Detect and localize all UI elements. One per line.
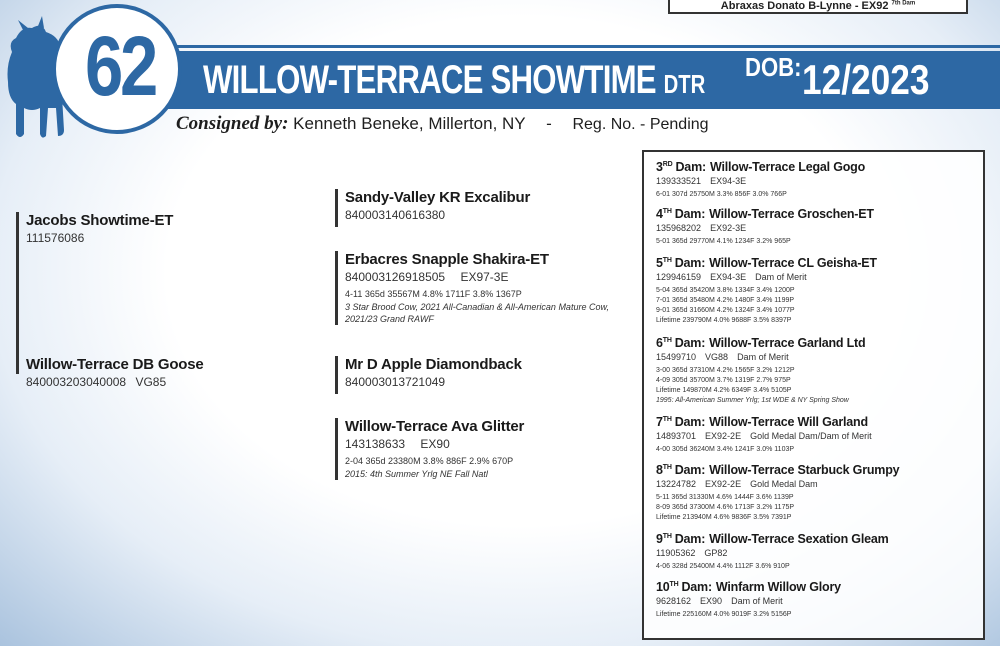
header-rule bbox=[140, 45, 1000, 48]
dam-ordinal: 10 bbox=[656, 580, 670, 594]
dam-record: 7-01 365d 35480M 4.2% 1480F 3.4% 1199P bbox=[656, 297, 795, 304]
dam-dam-reg-line bbox=[345, 437, 524, 451]
dam-label: Dam: bbox=[674, 256, 706, 270]
dam-name: Willow-Terrace CL Geisha-ET bbox=[709, 256, 877, 270]
sire-dam-block bbox=[335, 251, 645, 325]
dam-reg: 135968202 bbox=[656, 223, 702, 233]
dam-ordinal-suffix: TH bbox=[662, 336, 672, 344]
dam-ordinal-suffix: TH bbox=[662, 463, 672, 471]
sire-sire-reg: 840003140616380 bbox=[345, 208, 446, 222]
sire-sire-name: Sandy-Valley KR Excalibur bbox=[345, 189, 531, 206]
dam-record: 4-00 305d 36240M 3.4% 1241F 3.0% 1103P bbox=[656, 446, 795, 453]
dam-name: Willow-Terrace Will Garland bbox=[709, 415, 868, 429]
dam-entry-title bbox=[656, 336, 978, 350]
registration-number: Reg. No. - Pending bbox=[572, 116, 709, 133]
lot-number: 62 bbox=[84, 19, 156, 113]
dam-ordinal-suffix: TH bbox=[662, 415, 672, 423]
dam-record: 5-04 365d 35420M 3.8% 1334F 3.4% 1200P bbox=[656, 287, 795, 294]
previous-lot-text: Abraxas Donato B-Lynne - EX92 bbox=[720, 0, 889, 12]
sire-dam-record: 4-11 365d 35567M 4.8% 1711F 3.8% 1367P bbox=[345, 289, 522, 299]
dam-classification: VG85 bbox=[135, 375, 167, 389]
dam-extra: Dam of Merit bbox=[755, 272, 807, 282]
dam-name: Willow-Terrace DB Goose bbox=[26, 356, 204, 373]
dam-record: 4-06 328d 25400M 4.4% 1112F 3.6% 910P bbox=[656, 563, 790, 570]
dam-reg-line bbox=[26, 375, 204, 389]
sire-block bbox=[16, 212, 174, 245]
dam-ordinal: 3 bbox=[656, 160, 663, 174]
sire-dam-classification: EX97-3E bbox=[460, 270, 509, 284]
dam-reg: 840003203040008 bbox=[26, 375, 127, 389]
sire-name: Jacobs Showtime-ET bbox=[26, 212, 174, 229]
dam-classification: EX92-2E bbox=[705, 479, 742, 489]
dam-info bbox=[656, 548, 978, 558]
dam-record: 3-00 365d 37310M 4.2% 1565F 3.2% 1212P bbox=[656, 367, 795, 374]
dam-dam-classification: EX90 bbox=[420, 437, 450, 451]
dam-dam-record: 2-04 365d 23380M 3.8% 886F 2.9% 670P bbox=[345, 456, 514, 466]
dam-info bbox=[656, 431, 978, 441]
previous-lot-sup: 7th Dam bbox=[891, 0, 916, 7]
dam-extra: Dam of Merit bbox=[737, 352, 789, 362]
consignor-name: Kenneth Beneke, Millerton, NY bbox=[293, 114, 526, 133]
dam-ordinal-suffix: TH bbox=[662, 532, 672, 540]
dam-sire-reg: 840003013721049 bbox=[345, 375, 446, 389]
dam-ordinal: 4 bbox=[656, 207, 663, 221]
dam-classification: EX90 bbox=[700, 596, 723, 606]
dam-ordinal: 5 bbox=[656, 256, 663, 270]
dam-ordinal-suffix: TH bbox=[662, 256, 672, 264]
dam-info bbox=[656, 352, 978, 362]
dam-classification: GP82 bbox=[704, 548, 728, 558]
dam-entry bbox=[656, 160, 978, 200]
dam-sire-block bbox=[335, 356, 522, 394]
previous-lot-box bbox=[668, 0, 968, 14]
dam-classification: EX94-3E bbox=[710, 176, 747, 186]
dam-classification: VG88 bbox=[705, 352, 729, 362]
dam-label: Dam: bbox=[674, 532, 706, 546]
sire-dam-reg-line bbox=[345, 270, 645, 284]
sire-dam-reg: 840003126918505 bbox=[345, 270, 446, 284]
dam-entry-title bbox=[656, 207, 978, 221]
dam-dam-block bbox=[335, 418, 524, 480]
dam-entry-title bbox=[656, 256, 978, 270]
dam-name: Willow-Terrace Garland Ltd bbox=[709, 336, 866, 350]
dam-record: 5-01 365d 29770M 4.1% 1234F 3.2% 965P bbox=[656, 238, 791, 245]
dam-record: 9-01 365d 31660M 4.2% 1324F 3.4% 1077P bbox=[656, 307, 795, 314]
dam-ordinal: 8 bbox=[656, 463, 663, 477]
dam-extra: Dam of Merit bbox=[731, 596, 783, 606]
dam-block bbox=[16, 356, 204, 389]
dam-name: Willow-Terrace Legal Gogo bbox=[709, 160, 866, 174]
dam-record: Lifetime 225160M 4.0% 9019F 3.2% 5156P bbox=[656, 611, 792, 618]
dam-label: Dam: bbox=[674, 336, 706, 350]
dam-reg: 129946159 bbox=[656, 272, 702, 282]
dam-info bbox=[656, 479, 978, 489]
dam-reg: 14893701 bbox=[656, 431, 697, 441]
sire-dam-name: Erbacres Snapple Shakira-ET bbox=[345, 251, 549, 268]
animal-name: WILLOW-TERRACE SHOWTIME bbox=[203, 58, 656, 102]
dam-entry bbox=[656, 207, 978, 247]
dam-record: 4-09 305d 35700M 3.7% 1319F 2.7% 975P bbox=[656, 377, 791, 384]
dam-ordinal: 6 bbox=[656, 336, 663, 350]
sire-sire-block bbox=[335, 189, 530, 227]
dam-entry bbox=[656, 336, 978, 406]
dob-value: 12/2023 bbox=[802, 56, 930, 103]
sire-reg: 111576086 bbox=[26, 231, 85, 245]
dam-info bbox=[656, 223, 978, 233]
dam-entry-title bbox=[656, 580, 978, 594]
separator: - bbox=[546, 114, 552, 133]
dam-reg: 15499710 bbox=[656, 352, 697, 362]
dam-reg: 13224782 bbox=[656, 479, 697, 489]
dam-entry bbox=[656, 463, 978, 523]
dam-dam-reg: 143138633 bbox=[345, 437, 406, 451]
consigned-label: Consigned by: bbox=[176, 113, 289, 134]
dam-reg: 139333521 bbox=[656, 176, 702, 186]
dam-entry-title bbox=[656, 415, 978, 429]
dam-label: Dam: bbox=[674, 207, 706, 221]
dam-reg: 9628162 bbox=[656, 596, 692, 606]
dam-entry bbox=[656, 580, 978, 620]
dam-classification: EX92-3E bbox=[710, 223, 747, 233]
dam-classification: EX94-3E bbox=[710, 272, 747, 282]
pedigree-connector bbox=[16, 212, 19, 374]
dam-label: Dam: bbox=[674, 415, 706, 429]
animal-suffix: DTR bbox=[663, 69, 706, 99]
dob-label: DOB: bbox=[745, 52, 802, 82]
dam-sire-name: Mr D Apple Diamondback bbox=[345, 356, 522, 373]
dam-record: 5-11 365d 31330M 4.6% 1444F 3.6% 1139P bbox=[656, 494, 794, 501]
dam-info bbox=[656, 272, 978, 282]
consignor-line bbox=[176, 113, 709, 135]
dam-entry bbox=[656, 532, 978, 572]
dam-entry-title bbox=[656, 463, 978, 477]
dam-entry bbox=[656, 415, 978, 455]
dam-extra: Gold Medal Dam bbox=[750, 479, 818, 489]
sire-dam-note: 3 Star Brood Cow, 2021 All-Canadian & All-American Mature Cow, 2021/23 Grand RAWF bbox=[345, 302, 609, 324]
dam-record: Lifetime 213940M 4.6% 9836F 3.5% 7391P bbox=[656, 514, 792, 521]
dam-record: 8-09 365d 37300M 4.6% 1713F 3.2% 1175P bbox=[656, 504, 795, 511]
dam-extra: Gold Medal Dam/Dam of Merit bbox=[750, 431, 872, 441]
dam-info bbox=[656, 176, 978, 186]
dam-label: Dam: bbox=[674, 463, 706, 477]
dam-entry-title bbox=[656, 532, 978, 546]
dam-ordinal: 7 bbox=[656, 415, 663, 429]
dam-entry bbox=[656, 256, 978, 326]
dam-ordinal-suffix: TH bbox=[669, 580, 679, 588]
dam-info bbox=[656, 596, 978, 606]
dam-name: Willow-Terrace Starbuck Grumpy bbox=[709, 463, 900, 477]
dam-record: 6-01 307d 25750M 3.3% 856F 3.0% 766P bbox=[656, 191, 787, 198]
dam-entry-title bbox=[656, 160, 978, 174]
dam-name: Willow-Terrace Groschen-ET bbox=[709, 207, 874, 221]
dam-classification: EX92-2E bbox=[705, 431, 742, 441]
dam-record: Lifetime 239790M 4.0% 9688F 3.5% 8397P bbox=[656, 317, 792, 324]
dam-ordinal: 9 bbox=[656, 532, 663, 546]
dam-dam-note: 2015: 4th Summer Yrlg NE Fall Natl bbox=[345, 469, 488, 479]
animal-title bbox=[203, 52, 705, 108]
dam-dam-name: Willow-Terrace Ava Glitter bbox=[345, 418, 525, 435]
dam-name: Winfarm Willow Glory bbox=[715, 580, 841, 594]
dam-label: Dam: bbox=[675, 160, 706, 174]
dam-note: 1995: All-American Summer Yrlg; 1st WDE & NY Spring Show bbox=[656, 397, 849, 404]
dam-label: Dam: bbox=[681, 580, 712, 594]
dam-reg: 11905362 bbox=[656, 548, 696, 558]
dam-name: Willow-Terrace Sexation Gleam bbox=[709, 532, 889, 546]
dam-record: Lifetime 149870M 4.2% 6349F 3.4% 5105P bbox=[656, 387, 792, 394]
dam-ordinal-suffix: TH bbox=[662, 207, 672, 215]
dam-ordinal-suffix: RD bbox=[662, 160, 673, 168]
